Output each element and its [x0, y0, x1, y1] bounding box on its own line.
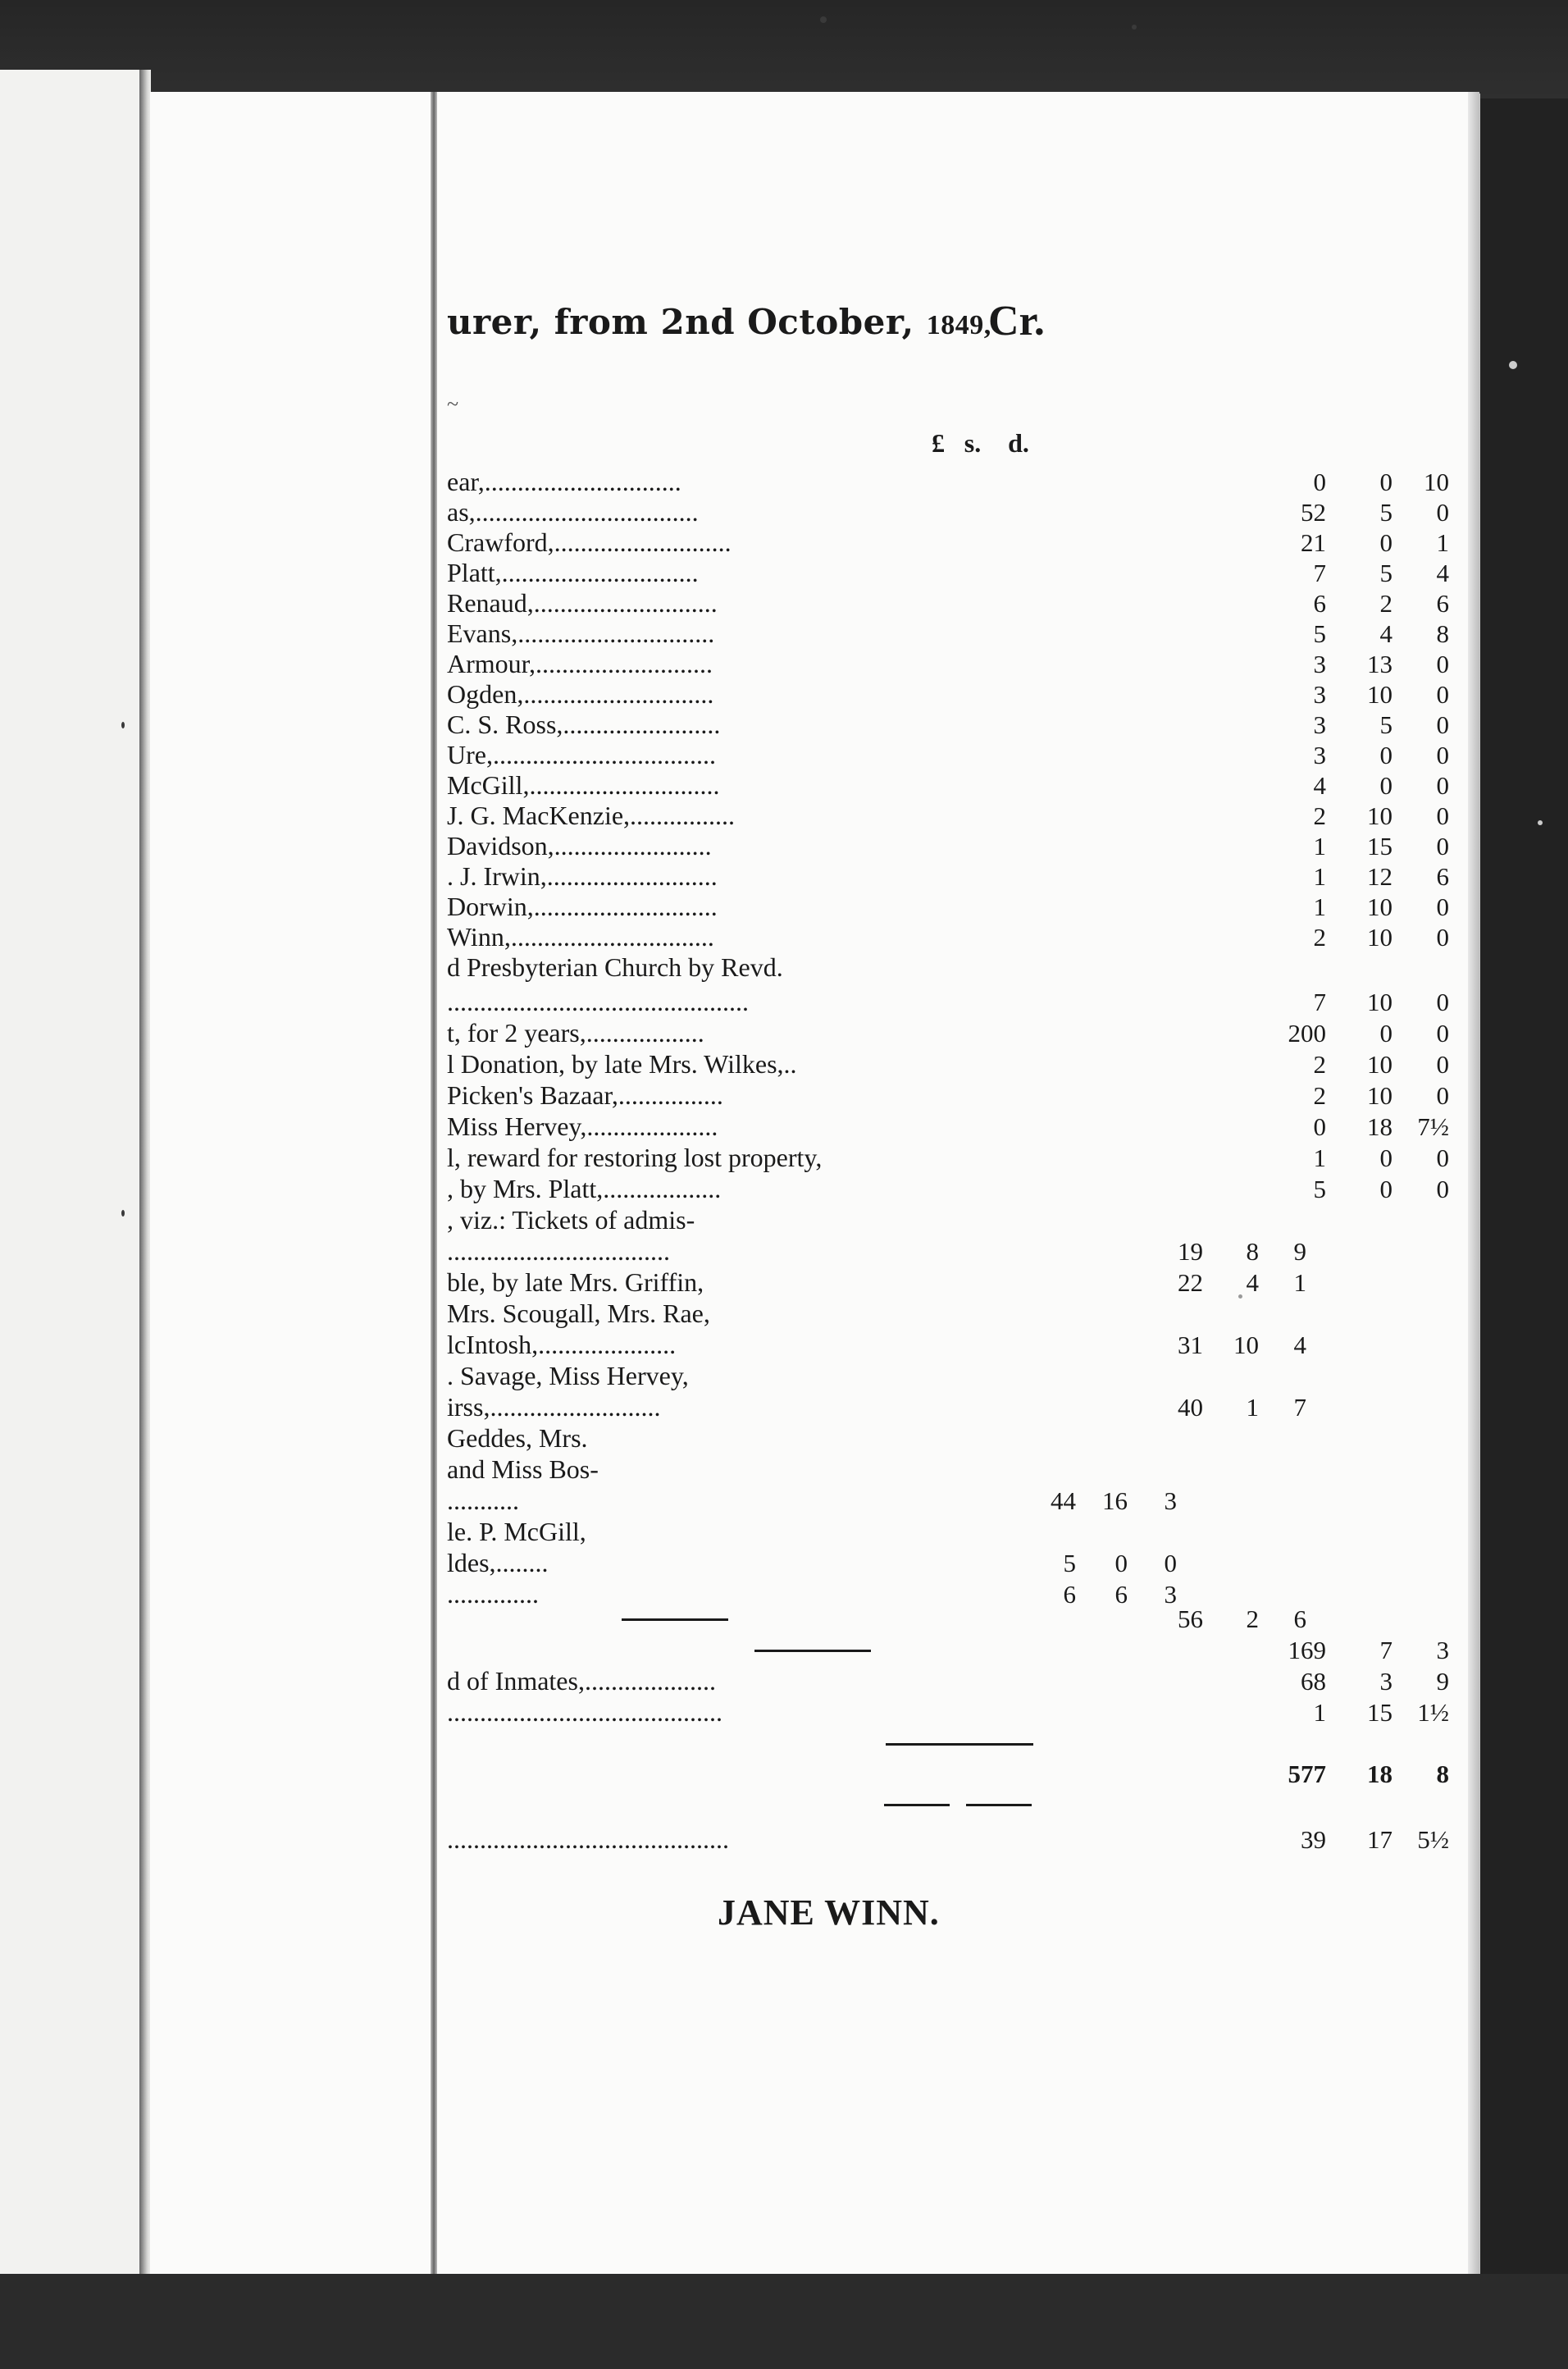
- entry-pence: 0: [1436, 680, 1449, 709]
- sub-entry-pence: 1: [1293, 1268, 1306, 1297]
- sub-entry-pence: 9: [1293, 1237, 1306, 1266]
- page-title: [447, 302, 991, 342]
- entry-label: Renaud,............................: [447, 588, 718, 618]
- entry-shillings: 10: [1367, 801, 1393, 830]
- entry-label: Evans,..............................: [447, 618, 715, 648]
- inner-entry-label: ldes,........: [447, 1548, 549, 1577]
- entry-pence: 0: [1436, 1050, 1449, 1079]
- entry-pence: 9: [1436, 1667, 1449, 1696]
- entry-label: t, for 2 years,..................: [447, 1018, 704, 1048]
- inner-total-shillings: 2: [1246, 1604, 1259, 1633]
- entry-shillings: 10: [1367, 680, 1393, 709]
- entry-shillings: 15: [1367, 1698, 1393, 1727]
- sub-entry-label: . Savage, Miss Hervey,: [447, 1361, 689, 1390]
- sub-entry-pounds: 40: [1178, 1393, 1203, 1422]
- entry-pence: 7½: [1417, 1112, 1449, 1141]
- entry-shillings: 18: [1367, 1112, 1393, 1141]
- entry-pounds: 1: [1313, 1143, 1326, 1172]
- entry-shillings: 10: [1367, 923, 1393, 952]
- ornament: ~: [447, 392, 459, 416]
- entry-pence: 0: [1436, 710, 1449, 739]
- grand-total-pence: 8: [1436, 1760, 1449, 1788]
- entry-label: Ure,..................................: [447, 740, 716, 769]
- inner-entry-label: ...........: [447, 1486, 519, 1515]
- dust-speck: [1538, 820, 1543, 825]
- entry-pounds: 68: [1301, 1667, 1326, 1696]
- scan-background-top: [0, 0, 1568, 98]
- title-year: 1849,: [926, 310, 991, 340]
- entry-label: McGill,.............................: [447, 770, 720, 800]
- entry-label: Platt,..............................: [447, 558, 699, 587]
- inner-entry-label: Geddes, Mrs.: [447, 1423, 588, 1453]
- entry-shillings: 5: [1379, 498, 1393, 527]
- entry-pounds: 2: [1313, 1081, 1326, 1110]
- rule: [754, 1650, 871, 1652]
- entry-shillings: 10: [1367, 988, 1393, 1016]
- subtotal-shillings: 7: [1379, 1636, 1393, 1664]
- entry-label: C. S. Ross,........................: [447, 710, 721, 739]
- subtotal-pence: 3: [1436, 1636, 1449, 1664]
- entry-pence: 0: [1436, 771, 1449, 800]
- entry-label: d of Inmates,....................: [447, 1666, 716, 1696]
- pence-column-header: d.: [1008, 428, 1029, 458]
- entry-label: , by Mrs. Platt,..................: [447, 1174, 722, 1203]
- entry-shillings: 5: [1379, 559, 1393, 587]
- entry-pounds: 5: [1313, 1175, 1326, 1203]
- entry-pounds: 6: [1313, 589, 1326, 618]
- entry-shillings: 0: [1379, 468, 1393, 496]
- rule: [886, 1743, 1033, 1746]
- entry-label: l Donation, by late Mrs. Wilkes,..: [447, 1049, 797, 1079]
- inner-entry-pounds: 6: [1063, 1580, 1076, 1609]
- entry-pence: 6: [1436, 589, 1449, 618]
- entry-shillings: 12: [1367, 862, 1393, 891]
- entry-shillings: 3: [1379, 1667, 1393, 1696]
- sub-entry-label: Mrs. Scougall, Mrs. Rae,: [447, 1299, 710, 1328]
- entry-pence: 4: [1436, 559, 1449, 587]
- entry-pounds: 200: [1288, 1019, 1326, 1048]
- entry-label: Dorwin,............................: [447, 892, 718, 921]
- sub-entry-shillings: 4: [1246, 1268, 1259, 1297]
- sub-entry-pence: 7: [1293, 1393, 1306, 1422]
- entry-label: Davidson,........................: [447, 831, 712, 860]
- entry-pounds: 3: [1313, 710, 1326, 739]
- sub-entry-shillings: 8: [1246, 1237, 1259, 1266]
- inner-entry-label: and Miss Bos-: [447, 1454, 599, 1484]
- title-text: urer, from 2nd October,: [447, 302, 914, 342]
- sub-entry-pounds: 31: [1178, 1331, 1203, 1359]
- entry-label: . J. Irwin,..........................: [447, 861, 718, 891]
- credit-heading: Cr.: [988, 298, 1045, 345]
- scan-background-bottom: [0, 2274, 1568, 2369]
- entry-label: Picken's Bazaar,................: [447, 1080, 723, 1110]
- entry-pounds: 21: [1301, 528, 1326, 557]
- shillings-column-header: s.: [964, 428, 982, 458]
- entry-pence: 0: [1436, 1143, 1449, 1172]
- balance-pounds: 39: [1301, 1825, 1326, 1854]
- entry-pence: 0: [1436, 498, 1449, 527]
- inner-entry-pence: 0: [1164, 1549, 1177, 1577]
- pounds-column-header: £: [932, 428, 945, 458]
- entry-pence: 0: [1436, 650, 1449, 678]
- entry-pounds: 1: [1313, 832, 1326, 860]
- entry-shillings: 0: [1379, 528, 1393, 557]
- entry-shillings: 15: [1367, 832, 1393, 860]
- entry-label: ..............................................: [447, 987, 749, 1016]
- entry-pounds: 1: [1313, 892, 1326, 921]
- entry-pence: 0: [1436, 1019, 1449, 1048]
- entry-label: ear,..............................: [447, 467, 681, 496]
- entry-pence: 0: [1436, 1175, 1449, 1203]
- entry-label: Miss Hervey,....................: [447, 1111, 718, 1141]
- sub-entry-pounds: 19: [1178, 1237, 1203, 1266]
- entry-label: d Presbyterian Church by Revd.: [447, 952, 783, 982]
- entry-label: J. G. MacKenzie,................: [447, 801, 736, 830]
- entry-label: Crawford,...........................: [447, 527, 732, 557]
- sub-entry-label: lcIntosh,.....................: [447, 1330, 677, 1359]
- entry-pence: 0: [1436, 832, 1449, 860]
- sub-entry-shillings: 10: [1233, 1331, 1259, 1359]
- inner-entry-label: le. P. McGill,: [447, 1517, 586, 1546]
- entry-pence: 0: [1436, 988, 1449, 1016]
- inner-entry-pounds: 5: [1063, 1549, 1076, 1577]
- rule: [966, 1804, 1032, 1806]
- entry-pence: 0: [1436, 892, 1449, 921]
- entry-pounds: 2: [1313, 923, 1326, 952]
- page-edge: [1468, 92, 1479, 2274]
- entry-pence: 1½: [1417, 1698, 1449, 1727]
- page-gutter: [431, 92, 437, 2274]
- entry-pounds: 7: [1313, 988, 1326, 1016]
- entry-pounds: 3: [1313, 741, 1326, 769]
- entry-pounds: 3: [1313, 650, 1326, 678]
- inner-entry-label: ..............: [447, 1579, 539, 1609]
- entry-shillings: 0: [1379, 771, 1393, 800]
- inner-entry-shillings: 6: [1114, 1580, 1128, 1609]
- facing-page: [0, 70, 148, 2276]
- entry-pence: 0: [1436, 741, 1449, 769]
- treasurer-signature: JANE WINN.: [718, 1892, 940, 1933]
- rule: [689, 1618, 728, 1621]
- entry-pence: 1: [1436, 528, 1449, 557]
- entry-label: as,..................................: [447, 497, 699, 527]
- grand-total-shillings: 18: [1367, 1760, 1393, 1788]
- sub-entry-label: , viz.: Tickets of admis-: [447, 1205, 695, 1235]
- inner-total-pence: 6: [1293, 1604, 1306, 1633]
- entry-pounds: 4: [1313, 771, 1326, 800]
- entry-shillings: 0: [1379, 741, 1393, 769]
- entry-pounds: 2: [1313, 1050, 1326, 1079]
- subtotal-pounds: 169: [1288, 1636, 1326, 1664]
- entry-pounds: 0: [1313, 468, 1326, 496]
- inner-entry-pence: 3: [1164, 1580, 1177, 1609]
- entry-pence: 0: [1436, 1081, 1449, 1110]
- inner-entry-pounds: 44: [1051, 1486, 1076, 1515]
- entry-shillings: 10: [1367, 1081, 1393, 1110]
- entry-pence: 6: [1436, 862, 1449, 891]
- entry-pence: 8: [1436, 619, 1449, 648]
- inner-entry-pence: 3: [1164, 1486, 1177, 1515]
- entry-shillings: 4: [1379, 619, 1393, 648]
- entry-shillings: 5: [1379, 710, 1393, 739]
- dust-speck: [121, 722, 125, 728]
- grand-total-pounds: 577: [1288, 1760, 1326, 1788]
- entry-label: Winn,...............................: [447, 922, 714, 952]
- sub-entry-label: ..................................: [447, 1236, 670, 1266]
- entry-pounds: 0: [1313, 1112, 1326, 1141]
- entry-pence: 0: [1436, 923, 1449, 952]
- entry-pounds: 3: [1313, 680, 1326, 709]
- entry-label: ..........................................: [447, 1697, 722, 1727]
- balance-pence: 5½: [1417, 1825, 1449, 1854]
- entry-pence: 10: [1424, 468, 1449, 496]
- inner-total-pounds: 56: [1178, 1604, 1203, 1633]
- entry-pounds: 1: [1313, 862, 1326, 891]
- entry-shillings: 10: [1367, 892, 1393, 921]
- dust-speck: [820, 16, 827, 23]
- entry-pounds: 1: [1313, 1698, 1326, 1727]
- entry-shillings: 0: [1379, 1019, 1393, 1048]
- sub-entry-label: ble, by late Mrs. Griffin,: [447, 1267, 704, 1297]
- entry-label: Ogden,.............................: [447, 679, 714, 709]
- dust-speck: [1509, 361, 1517, 369]
- entry-shillings: 13: [1367, 650, 1393, 678]
- inner-entry-shillings: 16: [1102, 1486, 1128, 1515]
- entry-label: l, reward for restoring lost property,: [447, 1143, 823, 1172]
- balance-shillings: 17: [1367, 1825, 1393, 1854]
- sub-entry-pounds: 22: [1178, 1268, 1203, 1297]
- balance-label: ...........................................: [447, 1824, 729, 1854]
- sub-entry-shillings: 1: [1246, 1393, 1259, 1422]
- dust-speck: [121, 1210, 125, 1216]
- dust-speck: [1132, 25, 1137, 30]
- entry-pounds: 5: [1313, 619, 1326, 648]
- rule: [884, 1804, 950, 1806]
- entry-pounds: 2: [1313, 801, 1326, 830]
- facing-page-edge: [139, 70, 151, 2276]
- entry-pence: 0: [1436, 801, 1449, 830]
- rule: [622, 1618, 689, 1621]
- inner-entry-shillings: 0: [1114, 1549, 1128, 1577]
- entry-shillings: 2: [1379, 589, 1393, 618]
- entry-shillings: 0: [1379, 1143, 1393, 1172]
- entry-pounds: 7: [1313, 559, 1326, 587]
- entry-shillings: 10: [1367, 1050, 1393, 1079]
- sub-entry-pence: 4: [1293, 1331, 1306, 1359]
- sub-entry-label: irss,..........................: [447, 1392, 661, 1422]
- entry-pounds: 52: [1301, 498, 1326, 527]
- entry-label: Armour,...........................: [447, 649, 713, 678]
- entry-shillings: 0: [1379, 1175, 1393, 1203]
